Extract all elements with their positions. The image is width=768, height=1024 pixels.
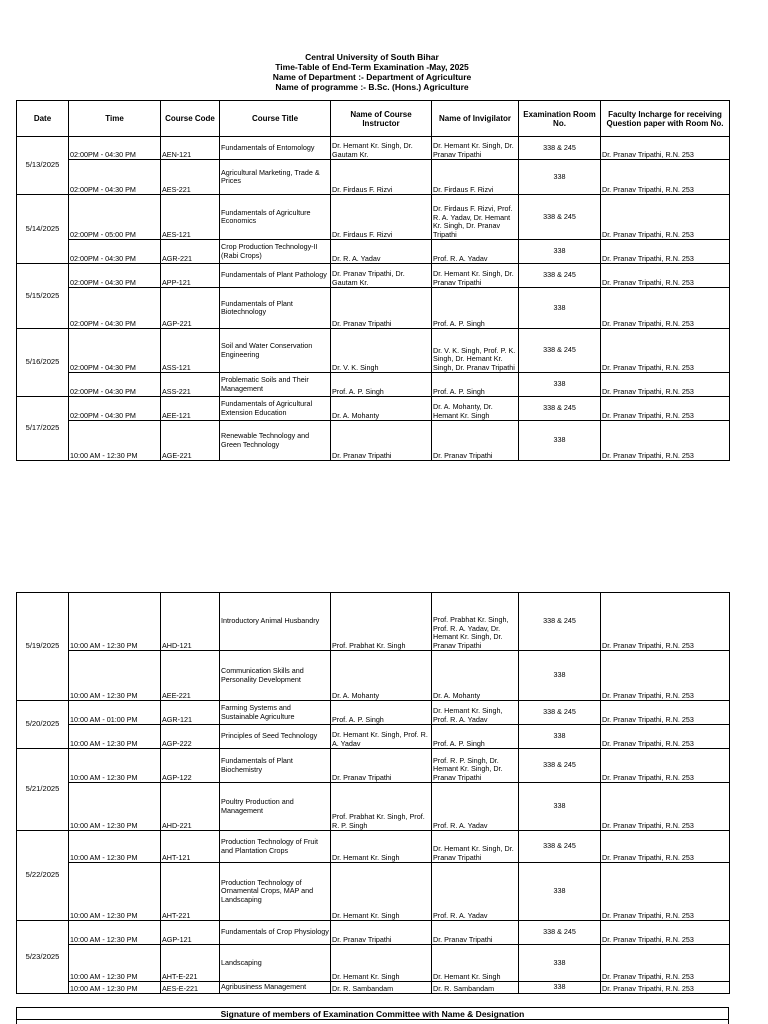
instructor-cell: Dr. A. Mohanty: [331, 651, 432, 701]
col-date: Date: [17, 101, 69, 137]
invigilator-cell: Prof. A. P. Singh: [432, 288, 519, 329]
course-code-cell: AEN-121: [161, 137, 220, 160]
instructor-cell: Dr. Firdaus F. Rizvi: [331, 160, 432, 195]
department-name: Name of Department :- Department of Agriculture: [272, 72, 472, 82]
course-title-cell: Fundamentals of Plant Pathology: [220, 264, 331, 288]
instructor-cell: Dr. Pranav Tripathi, Dr. Gautam Kr.: [331, 264, 432, 288]
time-cell: 02:00PM - 04:30 PM: [69, 264, 161, 288]
signature-area: [16, 1019, 729, 1024]
course-code-cell: ASS-221: [161, 373, 220, 397]
instructor-cell: Dr. Hemant Kr. Singh: [331, 831, 432, 863]
time-cell: 10:00 AM - 12:30 PM: [69, 749, 161, 783]
exam-room-cell: 338: [519, 160, 601, 195]
exam-room-cell: 338: [519, 863, 601, 921]
time-cell: 10:00 AM - 12:30 PM: [69, 921, 161, 945]
time-cell: 10:00 AM - 12:30 PM: [69, 421, 161, 461]
exam-title: Time-Table of End-Term Examination -May, 2025: [275, 62, 469, 72]
table-row: [17, 701, 730, 725]
time-cell: 02:00PM - 04:30 PM: [69, 288, 161, 329]
faculty-incharge-cell: Dr. Pranav Tripathi, R.N. 253: [601, 921, 730, 945]
table-row: [17, 288, 730, 329]
faculty-incharge-cell: Dr. Pranav Tripathi, R.N. 253: [601, 329, 730, 373]
col-instructor: Name of Course Instructor: [331, 101, 432, 137]
course-code-cell: AGE-221: [161, 421, 220, 461]
invigilator-cell: Prof. A. P. Singh: [432, 725, 519, 749]
faculty-incharge-cell: Dr. Pranav Tripathi, R.N. 253: [601, 945, 730, 982]
exam-room-cell: 338 & 245: [519, 921, 601, 945]
course-title-cell: Fundamentals of Entomology: [220, 137, 331, 160]
col-course-code: Course Code: [161, 101, 220, 137]
instructor-cell: Prof. Prabhat Kr. Singh, Prof. R. P. Singh: [331, 783, 432, 831]
invigilator-cell: Prof. A. P. Singh: [432, 373, 519, 397]
faculty-incharge-cell: Dr. Pranav Tripathi, R.N. 253: [601, 373, 730, 397]
exam-room-cell: 338: [519, 725, 601, 749]
table-row: [17, 651, 730, 701]
course-title-cell: Fundamentals of Crop Physiology: [220, 921, 331, 945]
instructor-cell: Dr. Hemant Kr. Singh: [331, 863, 432, 921]
faculty-incharge-cell: Dr. Pranav Tripathi, R.N. 253: [601, 651, 730, 701]
course-code-cell: AGP-221: [161, 288, 220, 329]
course-title-cell: Fundamentals of Agriculture Economics: [220, 195, 331, 240]
col-time: Time: [69, 101, 161, 137]
course-code-cell: AGP-121: [161, 921, 220, 945]
course-code-cell: AGR-121: [161, 701, 220, 725]
course-code-cell: AES-121: [161, 195, 220, 240]
time-cell: 10:00 AM - 12:30 PM: [69, 783, 161, 831]
exam-room-cell: 338 & 245: [519, 397, 601, 421]
course-code-cell: AEE-221: [161, 651, 220, 701]
faculty-incharge-cell: Dr. Pranav Tripathi, R.N. 253: [601, 863, 730, 921]
date-cell: 5/20/2025: [17, 701, 69, 749]
course-code-cell: AEE-121: [161, 397, 220, 421]
time-cell: 02:00PM - 05:00 PM: [69, 195, 161, 240]
course-title-cell: Agribusiness Management: [220, 982, 331, 994]
course-code-cell: AHD-221: [161, 783, 220, 831]
instructor-cell: Dr. Pranav Tripathi: [331, 288, 432, 329]
table-row: [17, 195, 730, 240]
course-title-cell: Farming Systems and Sustainable Agriculture: [220, 701, 331, 725]
exam-room-cell: 338 & 245: [519, 701, 601, 725]
course-title-cell: Renewable Technology and Green Technology: [220, 421, 331, 461]
table-row: [17, 982, 730, 994]
exam-room-cell: 338 & 245: [519, 831, 601, 863]
invigilator-cell: Dr. Firdaus F. Rizvi: [432, 160, 519, 195]
table-row: [17, 945, 730, 982]
col-invigilator: Name of Invigilator: [432, 101, 519, 137]
date-cell: 5/17/2025: [17, 397, 69, 461]
programme-name: Name of programme :- B.Sc. (Hons.) Agriculture: [275, 82, 469, 92]
course-code-cell: AHT-121: [161, 831, 220, 863]
timetable-page-2: [16, 592, 730, 994]
table-row: [17, 749, 730, 783]
table-row: [17, 863, 730, 921]
course-title-cell: Agricultural Marketing, Trade & Prices: [220, 160, 331, 195]
exam-room-cell: 338 & 245: [519, 593, 601, 651]
course-code-cell: AGP-222: [161, 725, 220, 749]
invigilator-cell: Prof. R. A. Yadav: [432, 240, 519, 264]
invigilator-cell: Prof. Prabhat Kr. Singh, Prof. R. A. Yadav, Dr. Hemant Kr. Singh, Dr. Pranav Tripathi: [432, 593, 519, 651]
faculty-incharge-cell: Dr. Pranav Tripathi, R.N. 253: [601, 725, 730, 749]
exam-room-cell: 338: [519, 982, 601, 994]
invigilator-cell: Prof. R. P. Singh, Dr. Hemant Kr. Singh, Dr. Pranav Tripathi: [432, 749, 519, 783]
date-cell: 5/15/2025: [17, 264, 69, 329]
time-cell: 10:00 AM - 12:30 PM: [69, 945, 161, 982]
table-row: [17, 373, 730, 397]
exam-room-cell: 338 & 245: [519, 329, 601, 373]
instructor-cell: Dr. V. K. Singh: [331, 329, 432, 373]
time-cell: 10:00 AM - 01:00 PM: [69, 701, 161, 725]
exam-room-cell: 338 & 245: [519, 195, 601, 240]
faculty-incharge-cell: Dr. Pranav Tripathi, R.N. 253: [601, 397, 730, 421]
invigilator-cell: Dr. V. K. Singh, Prof. P. K. Singh, Dr. Hemant Kr. Singh, Dr. Pranav Tripathi: [432, 329, 519, 373]
faculty-incharge-cell: Dr. Pranav Tripathi, R.N. 253: [601, 982, 730, 994]
time-cell: 02:00PM - 04:30 PM: [69, 329, 161, 373]
date-cell: 5/19/2025: [17, 593, 69, 701]
instructor-cell: Dr. Hemant Kr. Singh: [331, 945, 432, 982]
instructor-cell: Dr. R. A. Yadav: [331, 240, 432, 264]
col-exam-room: Examination Room No.: [519, 101, 601, 137]
time-cell: 02:00PM - 04:30 PM: [69, 373, 161, 397]
table-row: [17, 329, 730, 373]
instructor-cell: Dr. Pranav Tripathi: [331, 421, 432, 461]
exam-room-cell: 338 & 245: [519, 264, 601, 288]
date-cell: 5/13/2025: [17, 137, 69, 195]
exam-room-cell: 338: [519, 240, 601, 264]
signature-row: Signature of members of Examination Committee with Name & Designation: [16, 1007, 729, 1019]
date-cell: 5/22/2025: [17, 831, 69, 921]
faculty-incharge-cell: Dr. Pranav Tripathi, R.N. 253: [601, 195, 730, 240]
course-code-cell: AHT-E-221: [161, 945, 220, 982]
time-cell: 10:00 AM - 12:30 PM: [69, 831, 161, 863]
invigilator-cell: Dr. R. Sambandam: [432, 982, 519, 994]
course-code-cell: AHD-121: [161, 593, 220, 651]
invigilator-cell: Dr. Hemant Kr. Singh: [432, 945, 519, 982]
faculty-incharge-cell: Dr. Pranav Tripathi, R.N. 253: [601, 137, 730, 160]
time-cell: 02:00PM - 04:30 PM: [69, 160, 161, 195]
instructor-cell: Dr. Pranav Tripathi: [331, 921, 432, 945]
table-row: [17, 264, 730, 288]
course-code-cell: ASS-121: [161, 329, 220, 373]
time-cell: 10:00 AM - 12:30 PM: [69, 593, 161, 651]
course-title-cell: Soil and Water Conservation Engineering: [220, 329, 331, 373]
course-title-cell: Communication Skills and Personality Development: [220, 651, 331, 701]
course-code-cell: AGR-221: [161, 240, 220, 264]
course-title-cell: Problematic Soils and Their Management: [220, 373, 331, 397]
table-row: [17, 725, 730, 749]
exam-room-cell: 338: [519, 945, 601, 982]
course-title-cell: Landscaping: [220, 945, 331, 982]
course-code-cell: AGP-122: [161, 749, 220, 783]
time-cell: 10:00 AM - 12:30 PM: [69, 863, 161, 921]
course-title-cell: Fundamentals of Plant Biotechnology: [220, 288, 331, 329]
faculty-incharge-cell: Dr. Pranav Tripathi, R.N. 253: [601, 160, 730, 195]
course-title-cell: Crop Production Technology-II (Rabi Crops): [220, 240, 331, 264]
table-row: [17, 240, 730, 264]
faculty-incharge-cell: Dr. Pranav Tripathi, R.N. 253: [601, 288, 730, 329]
faculty-incharge-cell: Dr. Pranav Tripathi, R.N. 253: [601, 593, 730, 651]
invigilator-cell: Prof. R. A. Yadav: [432, 863, 519, 921]
table-row: [17, 137, 730, 160]
instructor-cell: Dr. Pranav Tripathi: [331, 749, 432, 783]
table-row: [17, 783, 730, 831]
table-row: [17, 421, 730, 461]
instructor-cell: Dr. A. Mohanty: [331, 397, 432, 421]
course-title-cell: Principles of Seed Technology: [220, 725, 331, 749]
table-row: [17, 397, 730, 421]
exam-room-cell: 338 & 245: [519, 749, 601, 783]
date-cell: 5/23/2025: [17, 921, 69, 994]
exam-room-cell: 338 & 245: [519, 137, 601, 160]
time-cell: 10:00 AM - 12:30 PM: [69, 651, 161, 701]
course-title-cell: Poultry Production and Management: [220, 783, 331, 831]
instructor-cell: Dr. Hemant Kr. Singh, Dr. Gautam Kr.: [331, 137, 432, 160]
university-name: Central University of South Bihar: [305, 52, 439, 62]
date-cell: 5/21/2025: [17, 749, 69, 831]
invigilator-cell: Dr. Hemant Kr. Singh, Dr. Pranav Tripathi: [432, 264, 519, 288]
invigilator-cell: Dr. Hemant Kr. Singh, Dr. Pranav Tripathi: [432, 137, 519, 160]
col-faculty-incharge: Faculty Incharge for receiving Question paper with Room No.: [601, 101, 730, 137]
course-code-cell: AES-221: [161, 160, 220, 195]
course-code-cell: APP-121: [161, 264, 220, 288]
table-header-row: [17, 101, 730, 137]
course-title-cell: Production Technology of Ornamental Crops, MAP and Landscaping: [220, 863, 331, 921]
time-cell: 02:00PM - 04:30 PM: [69, 397, 161, 421]
course-title-cell: Production Technology of Fruit and Plantation Crops: [220, 831, 331, 863]
date-cell: 5/14/2025: [17, 195, 69, 264]
course-title-cell: Introductory Animal Husbandry: [220, 593, 331, 651]
table-row: [17, 160, 730, 195]
invigilator-cell: Dr. Firdaus F. Rizvi, Prof. R. A. Yadav, Dr. Hemant Kr. Singh, Dr. Pranav Tripathi: [432, 195, 519, 240]
exam-room-cell: 338: [519, 651, 601, 701]
exam-room-cell: 338: [519, 421, 601, 461]
invigilator-cell: Dr. Hemant Kr. Singh, Dr. Pranav Tripathi: [432, 831, 519, 863]
instructor-cell: Prof. Prabhat Kr. Singh: [331, 593, 432, 651]
invigilator-cell: Dr. Hemant Kr. Singh, Prof. R. A. Yadav: [432, 701, 519, 725]
table-row: [17, 593, 730, 651]
faculty-incharge-cell: Dr. Pranav Tripathi, R.N. 253: [601, 240, 730, 264]
time-cell: 02:00PM - 04:30 PM: [69, 240, 161, 264]
course-code-cell: AES-E-221: [161, 982, 220, 994]
course-code-cell: AHT-221: [161, 863, 220, 921]
exam-room-cell: 338: [519, 373, 601, 397]
instructor-cell: Prof. A. P. Singh: [331, 701, 432, 725]
course-title-cell: Fundamentals of Plant Biochemistry: [220, 749, 331, 783]
instructor-cell: Dr. R. Sambandam: [331, 982, 432, 994]
faculty-incharge-cell: Dr. Pranav Tripathi, R.N. 253: [601, 264, 730, 288]
invigilator-cell: Dr. Pranav Tripathi: [432, 921, 519, 945]
faculty-incharge-cell: Dr. Pranav Tripathi, R.N. 253: [601, 749, 730, 783]
faculty-incharge-cell: Dr. Pranav Tripathi, R.N. 253: [601, 783, 730, 831]
timetable-page-1: [16, 100, 730, 461]
col-course-title: Course Title: [220, 101, 331, 137]
time-cell: 10:00 AM - 12:30 PM: [69, 725, 161, 749]
instructor-cell: Prof. A. P. Singh: [331, 373, 432, 397]
exam-room-cell: 338: [519, 288, 601, 329]
table-row: [17, 921, 730, 945]
faculty-incharge-cell: Dr. Pranav Tripathi, R.N. 253: [601, 831, 730, 863]
time-cell: 10:00 AM - 12:30 PM: [69, 982, 161, 994]
instructor-cell: Dr. Firdaus F. Rizvi: [331, 195, 432, 240]
table-row: [17, 831, 730, 863]
date-cell: 5/16/2025: [17, 329, 69, 397]
document-header: [16, 52, 728, 92]
faculty-incharge-cell: Dr. Pranav Tripathi, R.N. 253: [601, 701, 730, 725]
instructor-cell: Dr. Hemant Kr. Singh, Prof. R. A. Yadav: [331, 725, 432, 749]
invigilator-cell: Dr. A. Mohanty, Dr. Hemant Kr. Singh: [432, 397, 519, 421]
invigilator-cell: Dr. A. Mohanty: [432, 651, 519, 701]
faculty-incharge-cell: Dr. Pranav Tripathi, R.N. 253: [601, 421, 730, 461]
invigilator-cell: Prof. R. A. Yadav: [432, 783, 519, 831]
invigilator-cell: Dr. Pranav Tripathi: [432, 421, 519, 461]
time-cell: 02:00PM - 04:30 PM: [69, 137, 161, 160]
exam-room-cell: 338: [519, 783, 601, 831]
course-title-cell: Fundamentals of Agricultural Extension Education: [220, 397, 331, 421]
